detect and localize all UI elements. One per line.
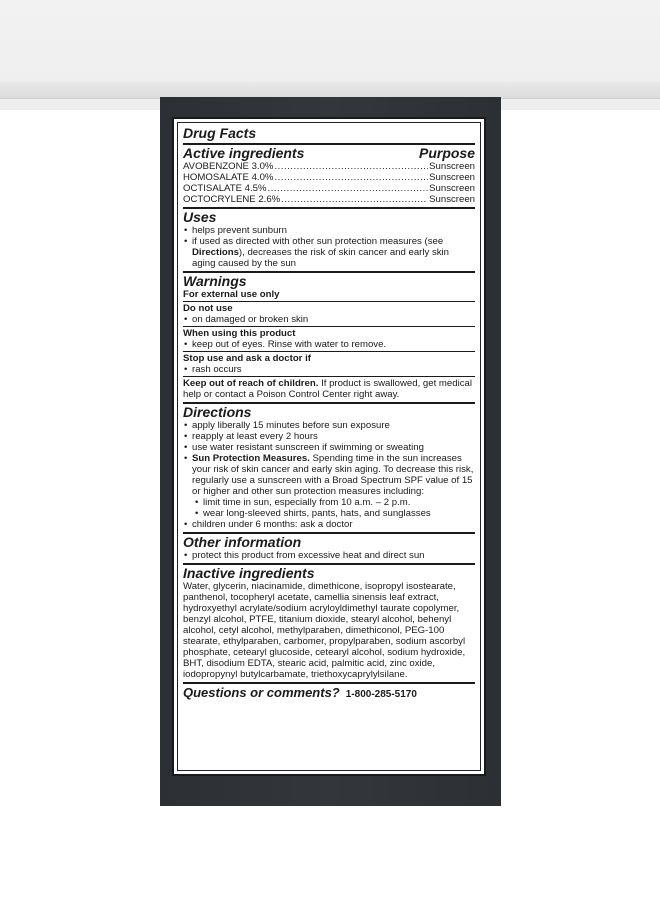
keep-out-rest: If product is swallowed, get medical help or contact a Poison Control Center right away. (183, 378, 472, 400)
other-info-heading: Other information (183, 534, 302, 550)
active-ingredients-section (183, 143, 475, 205)
directions-list (183, 420, 475, 497)
active-header-row (183, 146, 475, 161)
inactive-section (183, 563, 475, 680)
list-item: • rash occurs (183, 364, 475, 375)
drug-facts-title: Drug Facts (183, 125, 257, 141)
inactive-heading: Inactive ingredients (183, 565, 315, 581)
when-using-label: When using this product (183, 328, 296, 339)
ingredient-name: OCTOCRYLENE 2.6% (183, 194, 281, 205)
ingredient-purpose: Sunscreen (429, 183, 475, 194)
list-item (183, 453, 475, 497)
leader-dots (281, 194, 428, 205)
keep-out-bold: Keep out of reach of children. (183, 378, 319, 389)
uses-heading: Uses (183, 209, 217, 225)
uses-section (183, 207, 475, 269)
uses-item2-bold: Directions (192, 247, 239, 258)
other-info-section (183, 532, 475, 561)
leader-dots (274, 161, 428, 172)
questions-phone: 1-800-285-5170 (345, 689, 417, 700)
list-item: • reapply at least every 2 hours (183, 431, 475, 442)
drug-facts-panel (172, 117, 486, 776)
stop-use-label: Stop use and ask a doctor if (183, 353, 311, 364)
stop-use-block (183, 351, 475, 375)
ingredient-purpose: Sunscreen (429, 161, 475, 172)
list-item: • on damaged or broken skin (183, 314, 475, 325)
directions-section (183, 402, 475, 530)
list-item: • keep out of eyes. Rinse with water to remove. (183, 339, 475, 350)
do-not-use-block (183, 301, 475, 325)
uses-item2-pre: if used as directed with other sun protection measures (see (192, 236, 444, 247)
ingredient-purpose: Sunscreen (429, 172, 475, 183)
directions-heading: Directions (183, 404, 252, 420)
when-using-list (183, 339, 475, 350)
warnings-heading: Warnings (183, 273, 247, 289)
ingredient-row (183, 183, 475, 194)
keep-out-text (183, 378, 475, 400)
drug-facts-inner (177, 122, 481, 771)
warnings-section (183, 271, 475, 400)
list-item: • helps prevent sunburn (183, 225, 475, 236)
active-ingredients-heading: Active ingredients (183, 145, 305, 161)
directions-sub-list (183, 497, 475, 519)
uses-item2-post: ), decreases the risk of skin cancer and early skin aging caused by the sun (192, 247, 450, 269)
keep-out-block (183, 376, 475, 400)
do-not-use-list (183, 314, 475, 325)
ingredient-name: AVOBENZONE 3.0% (183, 161, 274, 172)
uses-list (183, 225, 475, 269)
purpose-heading: Purpose (418, 145, 475, 161)
list-item: • apply liberally 15 minutes before sun exposure (183, 420, 475, 431)
list-item: • protect this product from excessive heat and direct sun (183, 550, 475, 561)
ingredient-purpose: Sunscreen (429, 194, 475, 205)
spm-bold: Sun Protection Measures. (192, 453, 310, 464)
list-item: • use water resistant sunscreen if swimming or sweating (183, 442, 475, 453)
ingredient-row (183, 161, 475, 172)
leader-dots (274, 172, 428, 183)
do-not-use-label: Do not use (183, 303, 233, 314)
stop-use-list (183, 364, 475, 375)
ingredient-name: HOMOSALATE 4.0% (183, 172, 274, 183)
list-item: • children under 6 months: ask a doctor (183, 519, 475, 530)
questions-section (183, 682, 475, 700)
questions-label: Questions or comments? (183, 685, 340, 700)
inactive-text: Water, glycerin, niacinamide, dimethicone, isopropyl isostearate, panthenol, tocopheryl acetate, camellia sinensis leaf extract, hydroxyethyl acrylate/sodium acryloyldimethyl taurate copolymer, benzyl alcohol, PTFE, titanium dioxide, stearyl alcohol, behenyl alcohol, cetyl alcohol, methylparaben, dimethiconol, PEG-100 stearate, ethylparaben, carbomer, propylparaben, sodium ascorbyl phosphate, cetearyl glucoside, cetearyl alcohol, sodium hydroxide, BHT, disodium EDTA, stearic acid, palmitic acid, zinc oxide, iodopropynyl butylcarbamate, triethoxycaprylylsilane. (183, 581, 466, 680)
list-item: • limit time in sun, especially from 10 a.m. – 2 p.m. (183, 497, 475, 508)
external-use-label: For external use only (183, 289, 280, 300)
spm-rest: Spending time in the sun increases your risk of skin cancer and early skin aging. To decrease this risk, regularly use a sunscreen with a Broad Spectrum SPF value of 15 or higher and other sun protection measures including: (192, 453, 474, 497)
leader-dots (268, 183, 429, 194)
other-info-list (183, 550, 475, 561)
directions-list-end (183, 519, 475, 530)
ingredient-name: OCTISALATE 4.5% (183, 183, 267, 194)
list-item: • wear long-sleeved shirts, pants, hats, and sunglasses (183, 508, 475, 519)
list-item (183, 236, 475, 269)
when-using-block (183, 326, 475, 350)
ingredient-row (183, 172, 475, 183)
ingredient-row (183, 194, 475, 205)
